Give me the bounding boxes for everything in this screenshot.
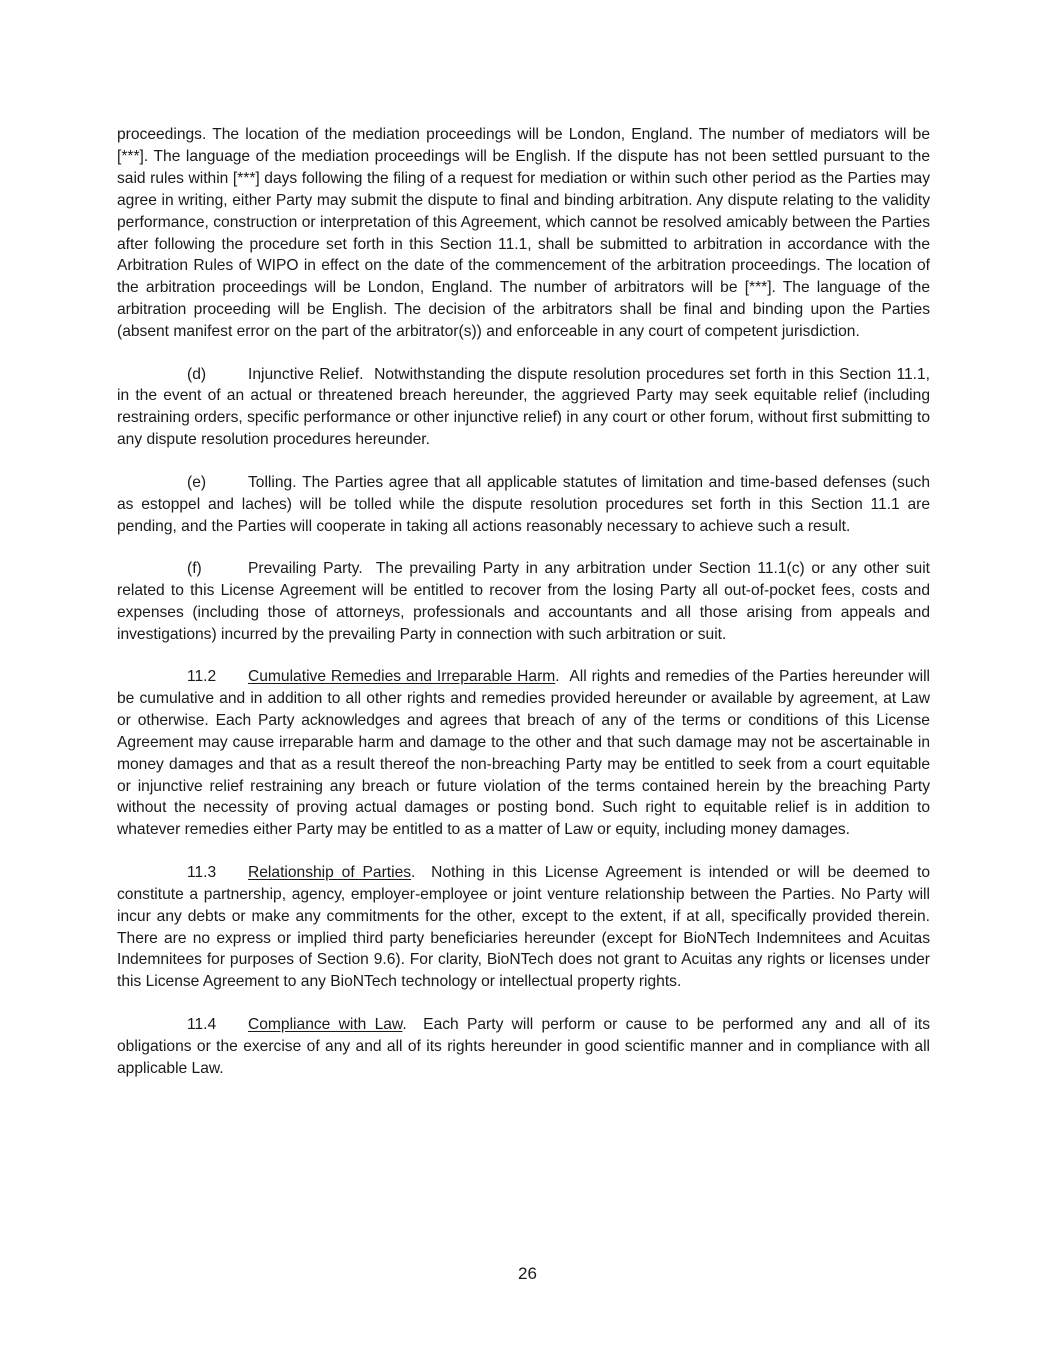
paragraph-injunctive-relief	[117, 364, 930, 452]
paragraph-heading: Relationship of Parties	[248, 863, 412, 881]
paragraph-heading: Prevailing Party.	[248, 559, 363, 577]
paragraph-heading: Cumulative Remedies and Irreparable Harm	[248, 668, 556, 686]
paragraph-heading: Injunctive Relief.	[248, 365, 364, 383]
paragraph-number: (f)	[187, 559, 202, 577]
paragraph-text: Nothing in this License Agreement is intended or will be deemed to constitute a partnership, agency, employer-employee or joint venture relationship between the Parties. No Party will incur any debts or make any commitments for the other, except to the extent, if at all, specifically provided therein. There are no express or implied third party beneficiaries hereunder (except for BioNTech Indemnitees and Acuitas Indemnitees for purposes of Section 9.6). For clarity, BioNTech does not grant to Acuitas any rights or licenses under this License Agreement to any BioNTech technology or intellectual property rights.	[117, 863, 930, 991]
paragraph-text: Notwithstanding the dispute resolution procedures set forth in this Section 11.1, in the event of an actual or threatened breach hereunder, the aggrieved Party may seek equitable relief (including restraining orders, specific performance or other injunctive relief) in any court or other forum, without first submitting to any dispute resolution procedures hereunder.	[117, 365, 930, 449]
paragraph-text: Each Party will perform or cause to be performed any and all of its obligations or the exercise of any and all of its rights hereunder in good scientific manner and in compliance with all applicable Law.	[117, 1015, 931, 1077]
paragraph-number: 11.2	[187, 668, 217, 686]
paragraph-continuation	[117, 124, 930, 343]
paragraph-text: All rights and remedies of the Parties hereunder will be cumulative and in addition to all other rights and remedies provided hereunder or available by agreement, at Law or otherwise. Each Party acknowledges and agrees that breach of any of the terms or conditions of this License Agreement may cause irreparable harm and damage to the other and that such damage may not be ascertainable in money damages and that as a result thereof the non-breaching Party may be entitled to seek from a court equitable or injunctive relief restraining any breach or future violation of the terms contained herein by the breaching Party without the necessity of proving actual damages or posting bond. Such right to equitable relief is in addition to whatever remedies either Party may be entitled to as a matter of Law or equity, including money damages.	[117, 668, 930, 839]
paragraph-text: The Parties agree that all applicable statutes of limitation and time-based defenses (such as estoppel and laches) will be tolled while the dispute resolution procedures set forth in this Section 11.1 are pending, and the Parties will cooperate in taking all actions reasonably necessary to achieve such a result.	[117, 473, 930, 535]
paragraph-text: The prevailing Party in any arbitration under Section 11.1(c) or any other suit related to this License Agreement will be entitled to recover from the losing Party all out-of-pocket fees, costs and expenses (including those of attorneys, professionals and accountants and all those arising from appeals and investigations) incurred by the prevailing Party in connection with such arbitration or suit.	[117, 559, 930, 643]
paragraph-tolling	[117, 472, 930, 538]
page-number: 26	[518, 1264, 537, 1283]
paragraph-number: (d)	[187, 365, 207, 383]
paragraph-number: (e)	[187, 473, 207, 491]
paragraph-heading: Compliance with Law	[248, 1015, 403, 1033]
paragraph-heading: Tolling.	[248, 473, 297, 491]
paragraph-number: 11.4	[187, 1015, 217, 1033]
paragraph-relationship-of-parties: 11.3 Relationship of Parties. Nothing in this License Agreement is intended or will be deemed to constitute a partnership, agency, employer-employee or joint venture relationship between the Parties. No Party will incur any debts or make any commitments for the other, except to the extent, if at all, specifically provided therein. There are no express or implied third party beneficiaries hereunder (except for BioNTech Indemnitees and Acuitas Indemnitees for purposes of Section 9.6). For clarity, BioNTech does not grant to Acuitas any rights or licenses under this License Agreement to any BioNTech technology or intellectual property rights.	[117, 863, 930, 991]
document-page	[117, 124, 930, 1100]
paragraph-number: 11.3	[187, 863, 217, 881]
paragraph-compliance-with-law: 11.4 Compliance with Law. Each Party will perform or cause to be performed any and all of its obligations or the exercise of any and all of its rights hereunder in good scientific manner and in compliance with all applicable Law.	[117, 1015, 931, 1077]
paragraph-text: proceedings. The location of the mediation proceedings will be London, England. The number of mediators will be [***]. The language of the mediation proceedings will be English. If the dispute has not been settled pursuant to the said rules within [***] days following the filing of a request for mediation or within such other period as the Parties may agree in writing, either Party may submit the dispute to final and binding arbitration. Any dispute relating to the validity performance, construction or interpretation of this Agreement, which cannot be resolved amicably between the Parties after following the procedure set forth in this Section 11.1, shall be submitted to arbitration in accordance with the Arbitration Rules of WIPO in effect on the date of the commencement of the arbitration proceedings. The location of the arbitration proceedings will be London, England. The number of arbitrators will be [***]. The language of the arbitration proceeding will be English. The decision of the arbitrators shall be final and binding upon the Parties (absent manifest error on the part of the arbitrator(s)) and enforceable in any court of competent jurisdiction.	[117, 126, 930, 341]
paragraph-prevailing-party	[117, 558, 930, 646]
paragraph-cumulative-remedies: 11.2 Cumulative Remedies and Irreparable Harm. All rights and remedies of the Parties hereunder will be cumulative and in addition to all other rights and remedies provided hereunder or available by agreement, at Law or otherwise. Each Party acknowledges and agrees that breach of any of the terms or conditions of this License Agreement may cause irreparable harm and damage to the other and that such damage may not be ascertainable in money damages and that as a result thereof the non-breaching Party may be entitled to seek from a court equitable or injunctive relief restraining any breach or future violation of the terms contained herein by the breaching Party without the necessity of proving actual damages or posting bond. Such right to equitable relief is in addition to whatever remedies either Party may be entitled to as a matter of Law or equity, including money damages.	[117, 668, 930, 839]
